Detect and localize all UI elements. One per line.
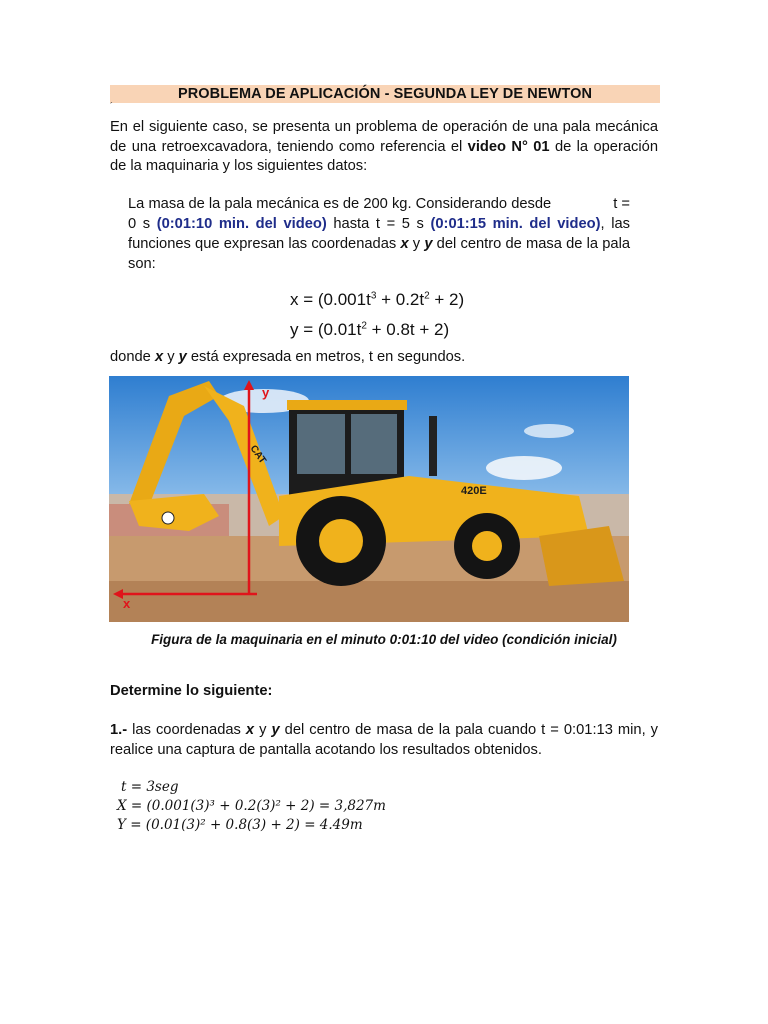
question-mid: y bbox=[254, 722, 272, 738]
rear-wheel-hub bbox=[319, 519, 363, 563]
question-x: x bbox=[245, 722, 255, 738]
intro-text-after: de la operación de la maquinaria y los siguientes datos: bbox=[110, 138, 658, 174]
question-y: y bbox=[271, 722, 280, 738]
start-time: (0:01:10 min. del video) bbox=[156, 216, 327, 232]
intro-text-before: En el siguiente caso, se presenta un problema de operación de una pala mecánica de una retroexcavadora, teniendo como referencia el bbox=[110, 119, 658, 155]
equation-y bbox=[290, 320, 449, 340]
question-text-a: las coordenadas bbox=[127, 722, 246, 738]
cabin-window bbox=[297, 414, 345, 474]
backhoe-illustration bbox=[109, 376, 629, 622]
data-text-5: y bbox=[408, 236, 425, 252]
question-1 bbox=[110, 721, 658, 760]
data-text-2: t = 0 s bbox=[128, 196, 630, 232]
y-variable: y bbox=[424, 236, 433, 252]
solution-y: Y = (0.01(3)² + 0.8(3) + 2) = 4.49m bbox=[117, 817, 363, 833]
brand-label: CAT bbox=[247, 443, 268, 466]
eq-x-exp1: 3 bbox=[370, 290, 377, 302]
center-of-mass-marker bbox=[162, 512, 174, 524]
cloud bbox=[486, 456, 562, 480]
figure-caption: Figura de la maquinaria en el minuto 0:01:10 del video (condición inicial) bbox=[151, 632, 617, 647]
eq-x-end: + 2) bbox=[429, 290, 465, 309]
front-wheel-hub bbox=[472, 531, 502, 561]
end-time: (0:01:15 min. del video) bbox=[430, 216, 601, 232]
solution-x: X = (0.001(3)³ + 0.2(3)² + 2) = 3,827m bbox=[117, 798, 386, 814]
question-number: 1.- bbox=[110, 722, 128, 738]
question-text-b: del centro de masa de la pala cuando t = 0:01:13 min, y realice una captura de pantalla acotando los resultados obtenidos. bbox=[110, 722, 659, 758]
units-mid: y bbox=[163, 349, 179, 365]
front-loader-bucket bbox=[539, 526, 624, 586]
x-variable: x bbox=[400, 236, 409, 252]
eq-x-prefix: x = (0.001t bbox=[290, 290, 371, 309]
data-text-1: La masa de la pala mecánica es de 200 kg. Considerando desde bbox=[128, 196, 552, 212]
units-y: y bbox=[178, 349, 187, 365]
eq-y-prefix: y = (0.01t bbox=[290, 320, 362, 339]
backhoe-photo bbox=[109, 376, 629, 622]
data-text-3: hasta t = 5 s bbox=[326, 216, 431, 232]
data-text-4: , las funciones que expresan las coordenadas bbox=[128, 216, 630, 252]
x-axis-label: x bbox=[123, 596, 131, 611]
section-heading: Determine lo siguiente: bbox=[110, 683, 273, 699]
units-prefix: donde bbox=[110, 349, 155, 365]
ground-shadow bbox=[109, 581, 629, 622]
cabin-window bbox=[351, 414, 397, 474]
stray-mark: ´ bbox=[110, 101, 113, 111]
document-title: PROBLEMA DE APLICACIÓN - SEGUNDA LEY DE NEWTON bbox=[110, 85, 660, 103]
y-axis-label: y bbox=[262, 385, 270, 400]
units-suffix: está expresada en metros, t en segundos. bbox=[186, 349, 466, 365]
data-text-6: del centro de masa de la pala son: bbox=[128, 236, 631, 272]
model-label: 420E bbox=[461, 485, 487, 497]
exhaust-pipe bbox=[429, 416, 437, 476]
video-reference: video N° 01 bbox=[467, 138, 550, 155]
intro-paragraph bbox=[110, 118, 658, 177]
equation-x bbox=[290, 290, 464, 310]
eq-y-end: + 0.8t + 2) bbox=[366, 320, 450, 339]
cabin-roof bbox=[287, 400, 407, 410]
solution-t: t = 3seg bbox=[121, 779, 179, 795]
cloud bbox=[524, 424, 574, 438]
eq-x-exp2: 2 bbox=[424, 290, 430, 302]
eq-y-exp1: 2 bbox=[361, 320, 367, 332]
eq-x-mid: + 0.2t bbox=[376, 290, 425, 309]
units-x: x bbox=[154, 349, 164, 365]
units-note bbox=[110, 348, 658, 368]
data-paragraph bbox=[128, 194, 630, 274]
